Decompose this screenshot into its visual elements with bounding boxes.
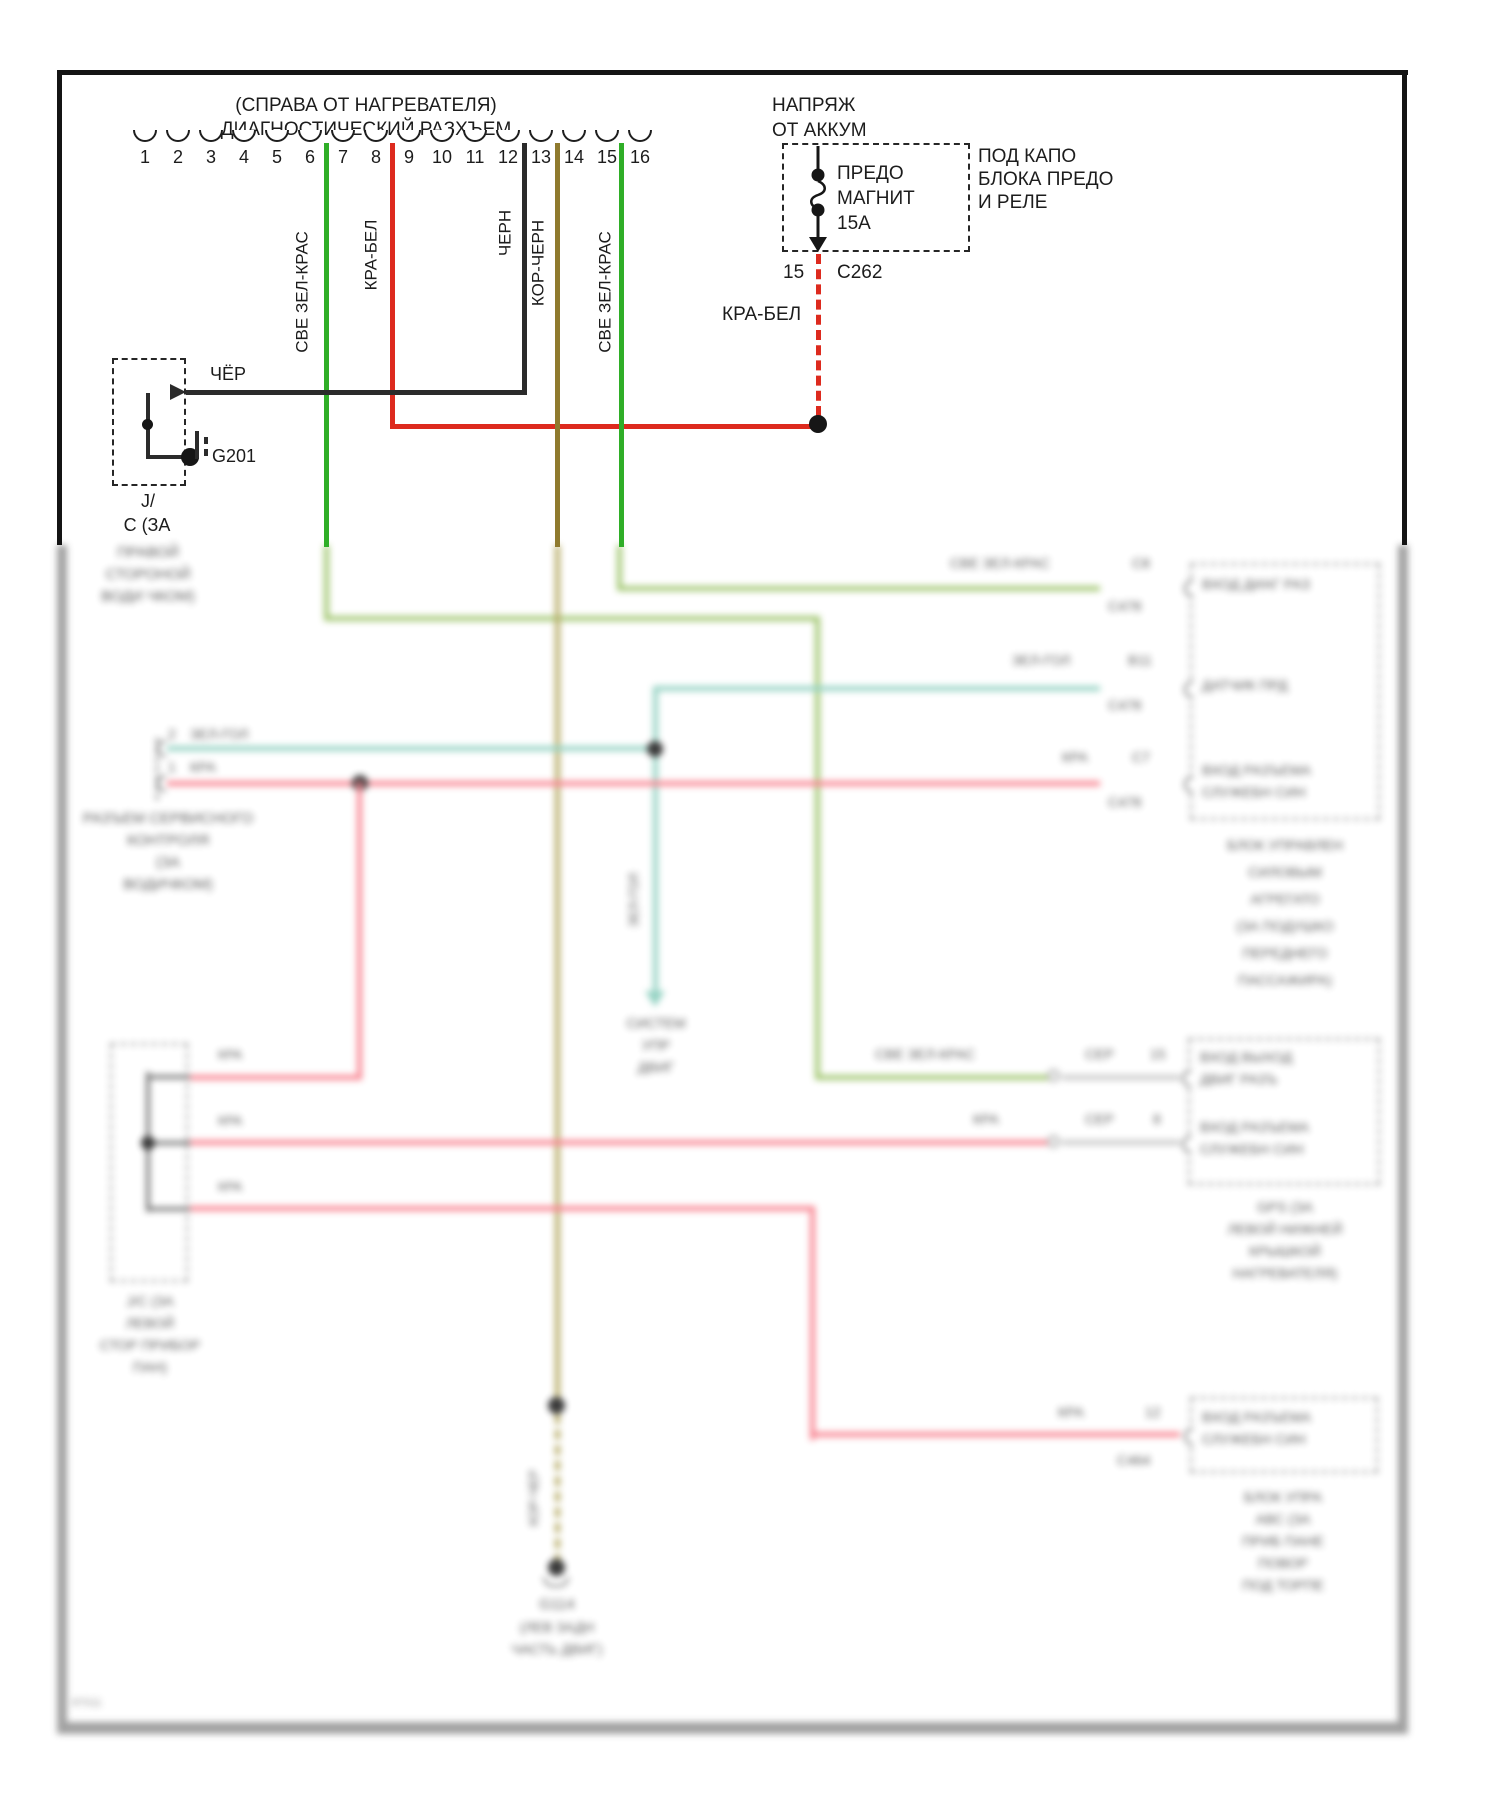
- abs-box-label2: СЛУЖЕБН СИН: [1202, 1431, 1306, 1447]
- connector-pin-socket: [562, 130, 586, 142]
- wire-label-cher: ЧЁР: [210, 364, 247, 384]
- pin-label: 6: [304, 147, 315, 167]
- ecm-r1-wire-label: СВЕ ЗЕЛ-КРАС: [875, 1046, 976, 1062]
- pin-label: 9: [403, 147, 414, 167]
- connector-pin-socket: [133, 130, 157, 142]
- fuse-pin-label: 15: [783, 262, 805, 283]
- ground-tick-1: [204, 437, 208, 444]
- pcm-r2-pin: B11: [1128, 652, 1152, 668]
- battery-junction-dot: [809, 415, 827, 433]
- connector-pin-socket: [628, 130, 652, 142]
- ecm-caption: GPS (ЗА ЛЕВОЙ НИЖНЕЙ КРЫШКОЙ НАГРЕВАТЕЛЯ): [1227, 1199, 1343, 1281]
- jc-stub3-label: КРА: [218, 1179, 243, 1194]
- abs-pin: 12: [1145, 1404, 1161, 1420]
- wire-label-kra-bel: КРА-БЕЛ: [361, 219, 381, 291]
- connector-pin-socket: [529, 130, 553, 142]
- wire-label-sve-zel-kras-1: СВЕ ЗЕЛ-КРАС: [292, 231, 312, 353]
- pin-label: 10: [431, 147, 453, 167]
- wire-brown-sharp: [555, 143, 560, 547]
- service-pin2: 2: [168, 726, 176, 742]
- fuse-name-line1: ПРЕДО: [837, 163, 904, 184]
- ecm-r2-pin: 8: [1153, 1111, 1161, 1127]
- jc-stub1-label: КРА: [218, 1047, 243, 1062]
- abs-box-label1: ВХОД РАЗЪЕМА: [1202, 1409, 1312, 1425]
- frame-top: [57, 70, 1408, 75]
- pin-label: 3: [205, 147, 216, 167]
- pin-label: 8: [370, 147, 381, 167]
- engine-system-caption: СИСТЕМ УПР ДВИГ: [626, 1015, 686, 1075]
- pcm-r3-pin: C7: [1132, 749, 1150, 765]
- footer-code: 87011: [72, 1697, 102, 1709]
- fuse-rating: 15А: [837, 213, 871, 234]
- connector-pin-socket: [166, 130, 190, 142]
- pin-label: 7: [337, 147, 348, 167]
- pcm-r1-conn: C478: [1108, 598, 1142, 614]
- ecm-r1-box-label1: ВХОД ВЫХОД: [1200, 1049, 1293, 1065]
- ecm-r1-box-label2: ДВИГ РАЗЪ: [1200, 1071, 1278, 1087]
- service-wire1-label: КРА: [190, 759, 216, 775]
- fuse-location-line3: И РЕЛЕ: [978, 192, 1048, 213]
- pin-label: 5: [271, 147, 282, 167]
- jc-stub2-label: КРА: [218, 1113, 243, 1128]
- pcm-r2-conn: C478: [1108, 697, 1142, 713]
- connector-pin-socket: [199, 130, 223, 142]
- pcm-r3-box-label2: СЛУЖЕБН СИН: [1202, 784, 1306, 800]
- battery-label-line2: ОТ АККУМ: [772, 120, 867, 141]
- ground-bar: [195, 431, 199, 459]
- ground-g201-label: G201: [212, 446, 257, 466]
- pin-label: 14: [563, 147, 585, 167]
- pcm-r1-wire-label: СВЕ ЗЕЛ-КРАС: [950, 555, 1051, 571]
- wire-label-sve-zel-kras-2: СВЕ ЗЕЛ-КРАС: [595, 231, 615, 353]
- ecm-r2-wire-label: КРА: [973, 1111, 999, 1127]
- pin-label: 15: [596, 147, 618, 167]
- fuse-wire-label: КРА-БЕЛ: [722, 304, 802, 325]
- ecm-r2-box-label1: ВХОД РАЗЪЕМА: [1200, 1119, 1310, 1135]
- pcm-r3-conn: C478: [1108, 794, 1142, 810]
- fuse-symbol: [798, 140, 838, 255]
- diagram-title-line1: (СПРАВА ОТ НАГРЕВАТЕЛЯ): [235, 95, 497, 116]
- fuse-connector-label: C262: [837, 262, 883, 283]
- fuse-location-line1: ПОД КАПО: [978, 146, 1077, 167]
- ground-g114-caption: G114 (ЛЕВ ЗАДН ЧАСТЬ ДВИГ): [511, 1596, 603, 1657]
- wire-dashed-red: [816, 254, 821, 416]
- fuse-name-line2: МАГНИТ: [837, 188, 915, 209]
- wire-black-v: [522, 143, 527, 395]
- abs-conn: C464: [1117, 1452, 1151, 1468]
- pcm-r3-wire-label: КРА: [1062, 749, 1088, 765]
- g201-caption-line2: C (ЗА: [123, 515, 171, 535]
- abs-wire-label: КРА: [1058, 1404, 1084, 1420]
- wire-green2-sharp: [619, 143, 624, 547]
- pcm-caption: БЛОК УПРАВЛЕН СИЛОВЫМ АГРЕГАТО (ЗА ПОДУШКО ПЕРЕДНЕГО ПАССАЖИРА): [1227, 837, 1343, 988]
- fuse-location-line2: БЛОКА ПРЕДО: [978, 169, 1114, 190]
- pcm-r3-box-label1: ВХОД РАЗЪЕМА: [1202, 762, 1312, 778]
- wire-black-h: [186, 390, 527, 395]
- battery-label-line1: НАПРЯЖ: [772, 95, 856, 116]
- ecm-r1-seg-label: СЕР: [1085, 1046, 1114, 1062]
- wire-green1-sharp: [324, 143, 329, 547]
- g201-caption-blur: ПРАВОЙ СТОРОНОЙ ВОДИ ЧКОМ): [101, 544, 195, 605]
- pcm-r2-wire-label: ЗЕЛ-ГОЛ: [1012, 652, 1071, 668]
- pin-label: 12: [497, 147, 519, 167]
- connector-pin-socket: [595, 130, 619, 142]
- pcm-r1-pin: C8: [1132, 555, 1150, 571]
- pin-label: 4: [238, 147, 249, 167]
- ecm-r1-pin: 15: [1150, 1046, 1166, 1062]
- jc-left-caption: J/C (ЗА ЛЕВОЙ СТОР ПРИБОР ПАН): [99, 1293, 201, 1375]
- g201-junction-dot: [142, 419, 153, 430]
- service-pin1: 1: [168, 759, 176, 775]
- wire-label-zel-gol-v: ЗЕЛ-ГОЛ: [625, 872, 641, 928]
- ground-tick-2: [204, 449, 208, 456]
- pin-label: 2: [172, 147, 183, 167]
- wire-label-chern: ЧЕРН: [495, 209, 515, 257]
- abs-caption: БЛОК УПРА АВС (ЗА ПРИБ ПАНЕ ПОВОР ПОД ТОРПЕ: [1242, 1489, 1324, 1593]
- wire-label-kor-cher: КОР-ЧЕР: [525, 1469, 541, 1527]
- service-wire2-label: ЗЕЛ-ГОЛ: [190, 726, 249, 742]
- pcm-r2-box-label: ДАТЧИК ПРД: [1202, 677, 1288, 693]
- service-connector-caption: РАЗЪЕМ СЕРВИСНОГО КОНТРОЛЯ (ЗА ВОДИЧКОМ): [82, 810, 254, 893]
- wire-red-h: [390, 424, 820, 429]
- ecm-r2-seg-label: СЕР: [1085, 1111, 1114, 1127]
- pin-label: 13: [530, 147, 552, 167]
- pin-label: 11: [465, 147, 485, 167]
- pin-label: 16: [629, 147, 651, 167]
- ecm-r2-box-label2: СЛУЖЕБН СИН: [1200, 1141, 1304, 1157]
- frame-left-sharp: [57, 70, 62, 545]
- wire-red-v: [390, 143, 395, 429]
- frame-right-sharp: [1402, 70, 1407, 545]
- wire-label-kor-chern: КОР-ЧЕРН: [528, 219, 548, 307]
- pin-label: 1: [139, 147, 150, 167]
- pcm-r1-box-label: ВХОД ДИАГ РАЗ: [1202, 576, 1310, 592]
- g201-caption-line1: J/: [140, 491, 156, 511]
